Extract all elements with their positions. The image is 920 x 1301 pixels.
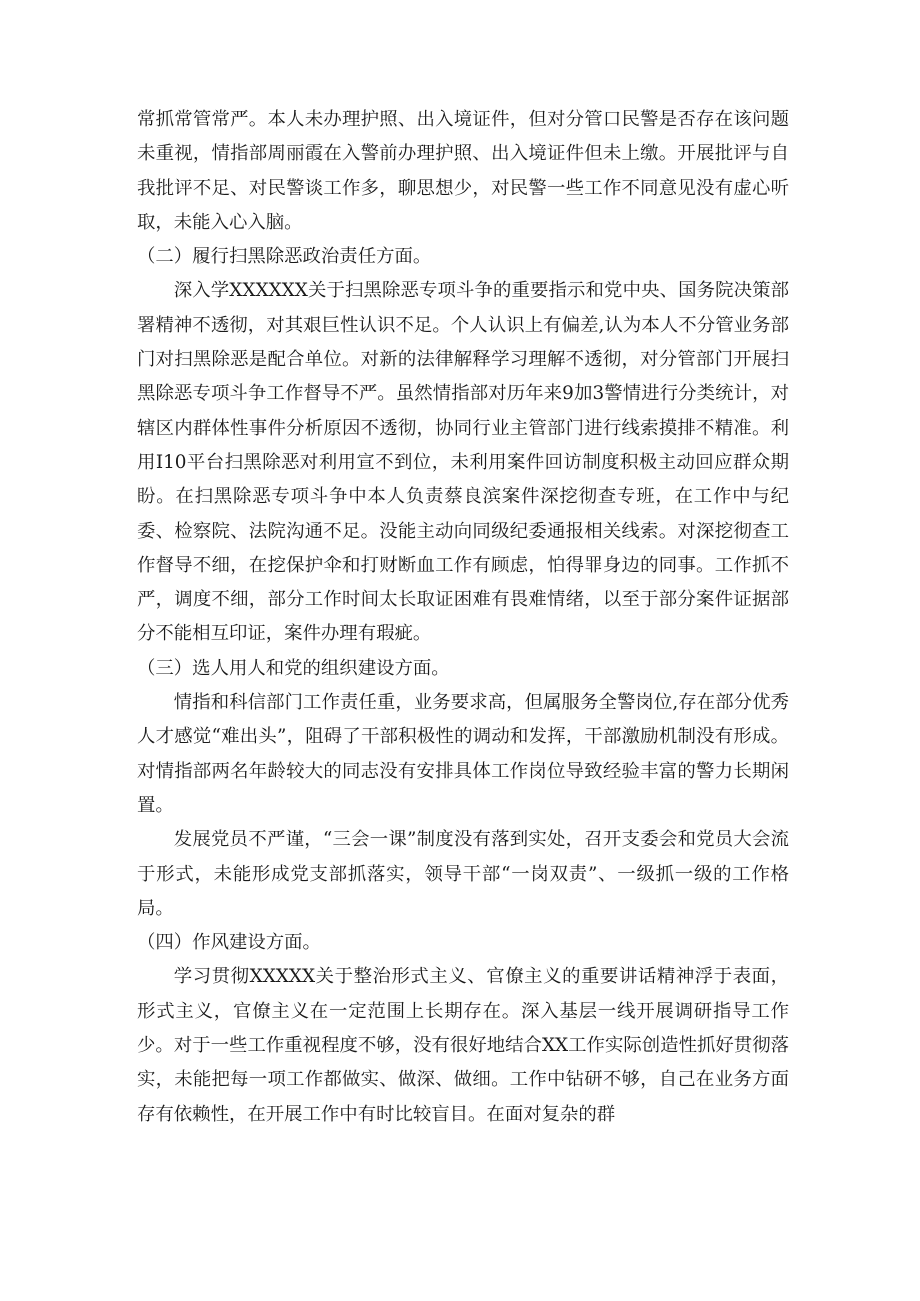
paragraph: 情指和科信部门工作责任重，业务要求高，但属服务全警岗位,存在部分优秀人才感觉“难出头”，阻碍了干部积极性的调动和发挥，干部激励机制没有形成。对情指部两名年龄较大的同志没有安排具体工作岗位导致经验丰富的警力长期闲置。 <box>137 692 789 816</box>
paragraph: 学习贯彻XXXXX关于整治形式主义、官僚主义的重要讲话精神浮于表面，形式主义，官僚主义在一定范围上长期存在。深入基层一线开展调研指导工作少。对于一些工作重视程度不够，没有很好地结合XX工作实际创造性抓好贯彻落实，未能把每一项工作都做实、做深、做细。工作中钻研不够，自己在业务方面存有依赖性，在开展工作中有时比较盲目。在面对复杂的群 <box>137 966 789 1125</box>
section-heading-2: （二）履行扫黑除恶政治责任方面。 <box>137 246 432 268</box>
paragraph-continued: 常抓常管常严。本人未办理护照、出入境证件，但对分管口民警是否存在该问题未重视，情指部周丽霞在入警前办理护照、出入境证件但未上缴。开展批评与自我批评不足、对民警谈工作多，聊思想少，对民警一些工作不同意见没有虚心听取，未能入心入脑。 <box>137 109 789 233</box>
paragraph: 深入学XXXXXX关于扫黑除恶专项斗争的重要指示和党中央、国务院决策部署精神不透彻，对其艰巨性认识不足。个人认识上有偏差,认为本人不分管业务部门对扫黑除恶是配合单位。对新的法律解释学习理解不透彻，对分管部门开展扫黑除恶专项斗争工作督导不严。虽然情指部对历年来9加3警情进行分类统计，对辖区内群体性事件分析原因不透彻，协同行业主管部门进行线索摸排不精准。利用I10平台扫黑除恶对利用宣不到位，未利用案件回访制度积极主动回应群众期盼。在扫黑除恶专项斗争中本人负责蔡良滨案件深挖彻查专班，在工作中与纪委、检察院、法院沟通不足。没能主动向同级纪委通报相关线索。对深挖彻查工作督导不细，在挖保护伞和打财断血工作有顾虑，怕得罪身边的同事。工作抓不严，调度不细，部分工作时间太长取证困难有畏难情绪，以至于部分案件证据部分不能相互印证，案件办理有瑕疵。 <box>137 280 789 645</box>
section-heading-4: （四）作风建设方面。 <box>137 932 321 954</box>
document-body <box>137 103 789 1132</box>
paragraph: 发展党员不严谨，“三会一课”制度没有落到实处，召开支委会和党员大会流于形式，未能形成党支部抓落实，领导干部“一岗双责”、一级抓一级的工作格局。 <box>137 829 789 919</box>
section-heading-3: （三）选人用人和党的组织建设方面。 <box>137 657 450 679</box>
